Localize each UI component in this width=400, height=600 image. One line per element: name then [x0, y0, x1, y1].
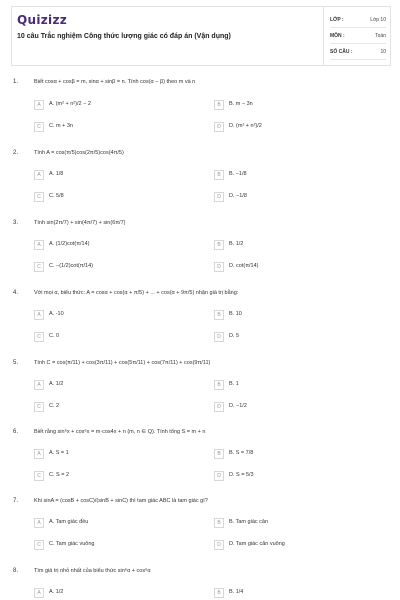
info-divider [323, 7, 324, 65]
question-number: 8. [13, 568, 19, 574]
option-text: C. Tam giác vuông [49, 541, 95, 547]
question-text: Với mọi α, biểu thức: A = cosα + cos(α + π/5) + ... + cos(α + 9π/5) nhận giá trị bằng: [34, 290, 239, 296]
option-letter-box: C [34, 332, 44, 342]
question-text: Tính A = cos(π/5)cos(2π/5)cos(4π/5) [34, 150, 124, 156]
option-letter-box: B [214, 240, 224, 250]
option-letter-box: D [214, 402, 224, 412]
option-letter-box: B [214, 380, 224, 390]
option-text: C. 2 [49, 403, 60, 409]
question-text: Tính C = cos(π/11) + cos(3π/11) + cos(5π/11) + cos(7π/11) + cos(9π/11) [34, 360, 211, 366]
info-subject-label: MÔN : [330, 33, 345, 39]
option-text: C. 5/8 [49, 193, 64, 199]
info-count-value: 10 [380, 49, 386, 55]
question-number: 4. [13, 290, 19, 296]
option-text: D. −1/2 [229, 403, 247, 409]
option-letter-box: A [34, 100, 44, 110]
option-text: A. Tam giác đều [49, 519, 89, 525]
option-letter-box: D [214, 122, 224, 132]
option-letter-box: A [34, 310, 44, 320]
option-text: D. (m² + n²)/2 [229, 123, 262, 129]
option-text: C. m + 3n [49, 123, 73, 129]
question-number: 7. [13, 498, 19, 504]
info-count [330, 49, 386, 60]
info-line [330, 59, 386, 60]
option-letter-box: D [214, 540, 224, 550]
info-count-label: SỐ CÂU : [330, 49, 353, 55]
question-text: Biết rằng sin⁶x + cos⁶x = m·cos4x + n (m, n ∈ Q). Tính tổng S = m + n [34, 429, 206, 435]
option-text: B. m − 3n [229, 101, 253, 107]
option-letter-box: B [214, 100, 224, 110]
option-text: B. 10 [229, 311, 242, 317]
option-letter-box: C [34, 471, 44, 481]
info-subject [330, 33, 386, 44]
option-letter-box: C [34, 262, 44, 272]
question-number: 2. [13, 150, 19, 156]
option-text: A. 1/2 [49, 381, 64, 387]
option-letter-box: C [34, 192, 44, 202]
option-letter-box: D [214, 192, 224, 202]
info-class-label: LỚP : [330, 17, 344, 23]
option-text: C. 0 [49, 333, 60, 339]
option-text: B. Tam giác cân [229, 519, 269, 525]
option-letter-box: A [34, 380, 44, 390]
info-subject-value: Toán [375, 33, 386, 39]
option-letter-box: B [214, 449, 224, 459]
question-text: Tính sin(2π/7) + sin(4π/7) + sin(6π/7) [34, 220, 126, 226]
option-text: D. −1/8 [229, 193, 247, 199]
option-letter-box: D [214, 471, 224, 481]
option-text: B. 1/2 [229, 241, 244, 247]
option-letter-box: D [214, 262, 224, 272]
page-title: 10 câu Trắc nghiệm Công thức lượng giác có đáp án (Vận dụng) [17, 33, 231, 40]
option-text: A. -10 [49, 311, 64, 317]
option-letter-box: B [214, 310, 224, 320]
info-class [330, 17, 386, 28]
option-text: A. 1/8 [49, 171, 64, 177]
option-text: D. 5 [229, 333, 240, 339]
option-text: A. (m² + n²)/2 − 2 [49, 101, 91, 107]
option-letter-box: C [34, 402, 44, 412]
option-text: B. −1/8 [229, 171, 247, 177]
info-line [330, 27, 386, 28]
info-line [330, 43, 386, 44]
question-number: 5. [13, 360, 19, 366]
option-text: A. (1/2)cot(π/14) [49, 241, 90, 247]
option-letter-box: A [34, 170, 44, 180]
option-letter-box: B [214, 588, 224, 598]
option-letter-box: B [214, 518, 224, 528]
option-letter-box: B [214, 170, 224, 180]
option-text: C. −(1/2)cot(π/14) [49, 263, 93, 269]
question-number: 3. [13, 220, 19, 226]
option-text: D. S = 5/3 [229, 472, 254, 478]
option-text: A. S = 1 [49, 450, 69, 456]
option-letter-box: A [34, 588, 44, 598]
option-text: B. 1/4 [229, 589, 244, 595]
question-number: 6. [13, 429, 19, 435]
option-letter-box: D [214, 332, 224, 342]
option-text: D. cot(π/14) [229, 263, 259, 269]
option-text: D. Tam giác cân vuông [229, 541, 285, 547]
option-letter-box: C [34, 122, 44, 132]
option-text: A. 1/2 [49, 589, 64, 595]
question-number: 1. [13, 79, 19, 85]
option-letter-box: A [34, 240, 44, 250]
quiz-header [11, 6, 391, 66]
option-text: B. S = 7/8 [229, 450, 254, 456]
question-text: Tìm giá trị nhỏ nhất của biểu thức sin⁶α + cos⁶α [34, 568, 151, 574]
option-letter-box: A [34, 518, 44, 528]
option-letter-box: C [34, 540, 44, 550]
option-text: C. S = 2 [49, 472, 70, 478]
info-class-value: Lớp 10 [370, 17, 386, 23]
question-text: Khi sinA = (cosB + cosC)/(sinB + sinC) thì tam giác ABC là tam giác gì? [34, 498, 208, 504]
question-text: Biết cosα + cosβ = m, sinα + sinβ = n. Tính cos(α − β) theo m và n [34, 79, 196, 85]
option-text: B. 1 [229, 381, 239, 387]
quizizz-logo[interactable]: Quizizz [17, 13, 68, 27]
option-letter-box: A [34, 449, 44, 459]
